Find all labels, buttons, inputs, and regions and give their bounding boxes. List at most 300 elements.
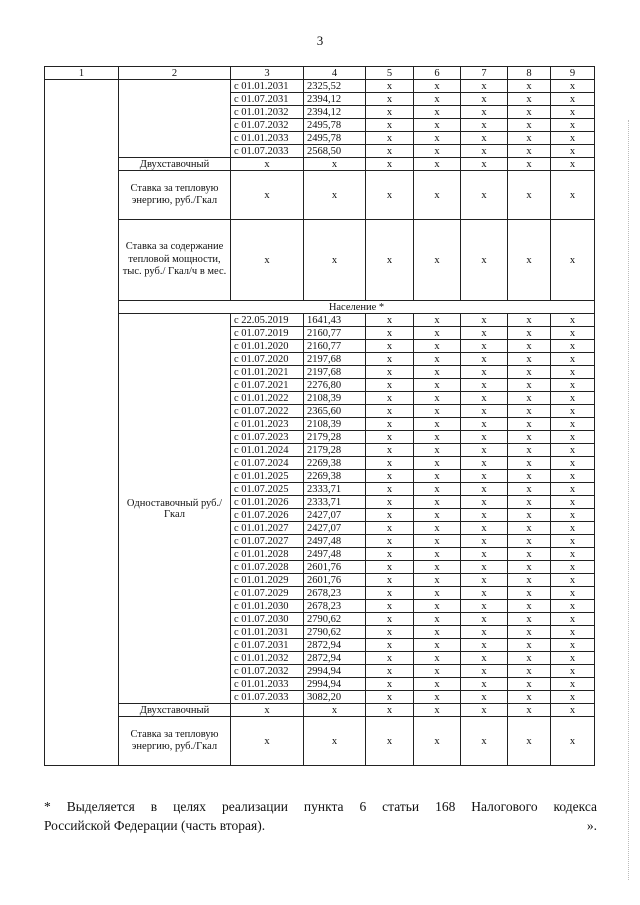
closing-quote: ». — [586, 818, 597, 833]
x-mark-cell: x — [508, 145, 551, 158]
x-mark-cell: x — [551, 392, 595, 405]
x-mark-cell: x — [366, 327, 414, 340]
value-cell: 2269,38 — [304, 470, 366, 483]
x-mark-cell: x — [366, 171, 414, 220]
date-cell: с 01.01.2021 — [231, 366, 304, 379]
x-mark-cell: x — [366, 691, 414, 704]
x-mark-cell: x — [231, 158, 304, 171]
heat-energy-rate-label: Ставка за тепловую энергию, руб./Гкал — [119, 171, 231, 220]
x-mark-cell: x — [461, 522, 508, 535]
x-mark-cell: x — [461, 405, 508, 418]
value-cell: 2497,48 — [304, 535, 366, 548]
date-cell: с 01.01.2026 — [231, 496, 304, 509]
column-header: 5 — [366, 67, 414, 80]
two-rate-label: Двухставочный — [119, 158, 231, 171]
date-cell: с 01.01.2031 — [231, 626, 304, 639]
x-mark-cell: x — [508, 483, 551, 496]
date-cell: с 01.07.2019 — [231, 327, 304, 340]
value-cell: 2427,07 — [304, 522, 366, 535]
value-cell: 2108,39 — [304, 392, 366, 405]
table-header-row — [45, 67, 595, 80]
x-mark-cell: x — [461, 483, 508, 496]
x-mark-cell: x — [414, 418, 461, 431]
x-mark-cell: x — [551, 600, 595, 613]
value-cell: 2179,28 — [304, 444, 366, 457]
x-mark-cell: x — [508, 665, 551, 678]
x-mark-cell: x — [304, 704, 366, 717]
date-cell: с 22.05.2019 — [231, 314, 304, 327]
x-mark-cell: x — [366, 717, 414, 766]
x-mark-cell: x — [366, 470, 414, 483]
x-mark-cell: x — [461, 600, 508, 613]
x-mark-cell: x — [551, 158, 595, 171]
x-mark-cell: x — [231, 717, 304, 766]
x-mark-cell: x — [414, 535, 461, 548]
date-cell: с 01.07.2030 — [231, 613, 304, 626]
date-cell: с 01.07.2027 — [231, 535, 304, 548]
x-mark-cell: x — [508, 457, 551, 470]
x-mark-cell: x — [461, 457, 508, 470]
x-mark-cell: x — [551, 639, 595, 652]
x-mark-cell: x — [414, 93, 461, 106]
x-mark-cell: x — [508, 509, 551, 522]
x-mark-cell: x — [366, 405, 414, 418]
x-mark-cell: x — [304, 220, 366, 301]
x-mark-cell: x — [366, 457, 414, 470]
value-cell: 2160,77 — [304, 327, 366, 340]
x-mark-cell: x — [508, 106, 551, 119]
x-mark-cell: x — [461, 613, 508, 626]
value-cell: 2872,94 — [304, 652, 366, 665]
x-mark-cell: x — [414, 678, 461, 691]
x-mark-cell: x — [366, 535, 414, 548]
value-cell: 2994,94 — [304, 665, 366, 678]
value-cell: 2179,28 — [304, 431, 366, 444]
x-mark-cell: x — [231, 704, 304, 717]
x-mark-cell: x — [551, 431, 595, 444]
x-mark-cell: x — [551, 366, 595, 379]
x-mark-cell: x — [508, 132, 551, 145]
x-mark-cell: x — [414, 613, 461, 626]
x-mark-cell: x — [461, 340, 508, 353]
x-mark-cell: x — [461, 158, 508, 171]
x-mark-cell: x — [461, 353, 508, 366]
x-mark-cell: x — [461, 496, 508, 509]
value-cell: 2497,48 — [304, 548, 366, 561]
x-mark-cell: x — [551, 314, 595, 327]
x-mark-cell: x — [461, 717, 508, 766]
date-cell: с 01.07.2031 — [231, 639, 304, 652]
x-mark-cell: x — [414, 639, 461, 652]
x-mark-cell: x — [461, 314, 508, 327]
x-mark-cell: x — [508, 561, 551, 574]
x-mark-cell: x — [461, 639, 508, 652]
value-cell: 2160,77 — [304, 340, 366, 353]
column-header: 8 — [508, 67, 551, 80]
value-cell: 2333,71 — [304, 496, 366, 509]
date-cell: с 01.01.2024 — [231, 444, 304, 457]
x-mark-cell: x — [551, 418, 595, 431]
x-mark-cell: x — [551, 691, 595, 704]
x-mark-cell: x — [508, 171, 551, 220]
x-mark-cell: x — [551, 548, 595, 561]
x-mark-cell: x — [414, 600, 461, 613]
date-cell: с 01.07.2023 — [231, 431, 304, 444]
x-mark-cell: x — [366, 522, 414, 535]
x-mark-cell: x — [508, 639, 551, 652]
x-mark-cell: x — [414, 470, 461, 483]
x-mark-cell: x — [414, 717, 461, 766]
x-mark-cell: x — [414, 444, 461, 457]
x-mark-cell: x — [551, 613, 595, 626]
x-mark-cell: x — [366, 509, 414, 522]
x-mark-cell: x — [551, 132, 595, 145]
x-mark-cell: x — [551, 470, 595, 483]
date-cell: с 01.07.2031 — [231, 93, 304, 106]
x-mark-cell: x — [508, 535, 551, 548]
x-mark-cell: x — [461, 366, 508, 379]
x-mark-cell: x — [551, 704, 595, 717]
x-mark-cell: x — [508, 93, 551, 106]
x-mark-cell: x — [551, 145, 595, 158]
date-cell: с 01.01.2033 — [231, 132, 304, 145]
x-mark-cell: x — [366, 626, 414, 639]
x-mark-cell: x — [551, 119, 595, 132]
heat-energy-rate-label: Ставка за тепловую энергию, руб./Гкал — [119, 717, 231, 766]
date-cell: с 01.07.2021 — [231, 379, 304, 392]
x-mark-cell: x — [508, 704, 551, 717]
x-mark-cell: x — [461, 652, 508, 665]
x-mark-cell: x — [551, 405, 595, 418]
x-mark-cell: x — [366, 145, 414, 158]
value-cell: 2994,94 — [304, 678, 366, 691]
x-mark-cell: x — [366, 220, 414, 301]
x-mark-cell: x — [461, 132, 508, 145]
x-mark-cell: x — [551, 665, 595, 678]
x-mark-cell: x — [551, 587, 595, 600]
x-mark-cell: x — [414, 80, 461, 93]
x-mark-cell: x — [508, 392, 551, 405]
date-cell: с 01.07.2025 — [231, 483, 304, 496]
date-cell: с 01.07.2032 — [231, 665, 304, 678]
x-mark-cell: x — [414, 106, 461, 119]
capacity-rate-row — [45, 220, 595, 301]
x-mark-cell: x — [414, 691, 461, 704]
date-cell: с 01.07.2033 — [231, 691, 304, 704]
x-mark-cell: x — [551, 80, 595, 93]
x-mark-cell: x — [366, 587, 414, 600]
x-mark-cell: x — [508, 600, 551, 613]
x-mark-cell: x — [508, 496, 551, 509]
footnote-line-1: * Выделяется в целях реализации пункта 6 статьи 168 Налогового кодекса — [44, 799, 597, 814]
x-mark-cell: x — [366, 574, 414, 587]
date-cell: с 01.07.2032 — [231, 119, 304, 132]
x-mark-cell: x — [304, 158, 366, 171]
value-cell: 2601,76 — [304, 574, 366, 587]
x-mark-cell: x — [366, 444, 414, 457]
x-mark-cell: x — [508, 418, 551, 431]
value-cell: 2790,62 — [304, 626, 366, 639]
x-mark-cell: x — [551, 496, 595, 509]
tariff-table — [44, 66, 595, 766]
date-cell: с 01.01.2020 — [231, 340, 304, 353]
date-cell: с 01.07.2028 — [231, 561, 304, 574]
x-mark-cell: x — [414, 548, 461, 561]
x-mark-cell: x — [414, 405, 461, 418]
date-cell: с 01.07.2024 — [231, 457, 304, 470]
x-mark-cell: x — [551, 522, 595, 535]
x-mark-cell: x — [551, 171, 595, 220]
x-mark-cell: x — [461, 548, 508, 561]
footnote-line-2: Российской Федерации (часть вторая). — [44, 818, 266, 833]
x-mark-cell: x — [366, 379, 414, 392]
x-mark-cell: x — [461, 431, 508, 444]
x-mark-cell: x — [414, 353, 461, 366]
margin-rule — [628, 120, 629, 880]
x-mark-cell: x — [461, 93, 508, 106]
x-mark-cell: x — [366, 80, 414, 93]
x-mark-cell: x — [414, 392, 461, 405]
value-cell: 2790,62 — [304, 613, 366, 626]
x-mark-cell: x — [461, 444, 508, 457]
x-mark-cell: x — [551, 717, 595, 766]
date-cell: с 01.07.2033 — [231, 145, 304, 158]
date-cell: с 01.01.2025 — [231, 470, 304, 483]
x-mark-cell: x — [551, 444, 595, 457]
x-mark-cell: x — [508, 80, 551, 93]
x-mark-cell: x — [414, 379, 461, 392]
page-number: 3 — [316, 33, 324, 48]
x-mark-cell: x — [551, 457, 595, 470]
x-mark-cell: x — [231, 220, 304, 301]
value-cell: 2276,80 — [304, 379, 366, 392]
x-mark-cell: x — [508, 158, 551, 171]
x-mark-cell: x — [551, 652, 595, 665]
column-1-cell — [45, 80, 119, 766]
x-mark-cell: x — [508, 574, 551, 587]
two-rate-label: Двухставочный — [119, 704, 231, 717]
x-mark-cell: x — [461, 665, 508, 678]
x-mark-cell: x — [461, 106, 508, 119]
value-cell: 2872,94 — [304, 639, 366, 652]
value-cell: 2427,07 — [304, 509, 366, 522]
x-mark-cell: x — [461, 119, 508, 132]
x-mark-cell: x — [231, 171, 304, 220]
x-mark-cell: x — [551, 535, 595, 548]
x-mark-cell: x — [461, 561, 508, 574]
x-mark-cell: x — [414, 522, 461, 535]
x-mark-cell: x — [366, 548, 414, 561]
x-mark-cell: x — [551, 379, 595, 392]
capacity-rate-label: Ставка за содержание тепловой мощности, тыс. руб./ Гкал/ч в мес. — [119, 220, 231, 301]
x-mark-cell: x — [366, 678, 414, 691]
x-mark-cell: x — [414, 145, 461, 158]
column-header: 9 — [551, 67, 595, 80]
x-mark-cell: x — [508, 522, 551, 535]
value-cell: 2568,50 — [304, 145, 366, 158]
x-mark-cell: x — [461, 379, 508, 392]
column-header: 3 — [231, 67, 304, 80]
x-mark-cell: x — [366, 392, 414, 405]
x-mark-cell: x — [551, 561, 595, 574]
date-cell: с 01.01.2033 — [231, 678, 304, 691]
date-cell: с 01.07.2026 — [231, 509, 304, 522]
x-mark-cell: x — [508, 431, 551, 444]
x-mark-cell: x — [461, 626, 508, 639]
x-mark-cell: x — [414, 665, 461, 678]
date-cell: с 01.07.2022 — [231, 405, 304, 418]
x-mark-cell: x — [461, 704, 508, 717]
x-mark-cell: x — [366, 639, 414, 652]
date-cell: с 01.01.2023 — [231, 418, 304, 431]
x-mark-cell: x — [461, 574, 508, 587]
value-cell: 2108,39 — [304, 418, 366, 431]
x-mark-cell: x — [508, 353, 551, 366]
x-mark-cell: x — [551, 220, 595, 301]
x-mark-cell: x — [508, 652, 551, 665]
x-mark-cell: x — [508, 119, 551, 132]
x-mark-cell: x — [551, 327, 595, 340]
value-cell: 1641,43 — [304, 314, 366, 327]
value-cell: 2394,12 — [304, 93, 366, 106]
date-cell: с 01.01.2027 — [231, 522, 304, 535]
x-mark-cell: x — [366, 418, 414, 431]
x-mark-cell: x — [551, 483, 595, 496]
value-cell: 2325,52 — [304, 80, 366, 93]
x-mark-cell: x — [414, 132, 461, 145]
column-header: 7 — [461, 67, 508, 80]
x-mark-cell: x — [508, 314, 551, 327]
x-mark-cell: x — [551, 93, 595, 106]
x-mark-cell: x — [366, 600, 414, 613]
x-mark-cell: x — [366, 704, 414, 717]
value-cell: 2495,78 — [304, 132, 366, 145]
date-cell: с 01.01.2028 — [231, 548, 304, 561]
value-cell: 3082,20 — [304, 691, 366, 704]
x-mark-cell: x — [508, 717, 551, 766]
column-header: 6 — [414, 67, 461, 80]
population-section-row — [45, 301, 595, 314]
x-mark-cell: x — [366, 496, 414, 509]
value-cell: 2365,60 — [304, 405, 366, 418]
x-mark-cell: x — [551, 509, 595, 522]
footnote — [44, 797, 597, 835]
value-cell: 2197,68 — [304, 353, 366, 366]
x-mark-cell: x — [508, 587, 551, 600]
x-mark-cell: x — [366, 93, 414, 106]
x-mark-cell: x — [366, 132, 414, 145]
x-mark-cell: x — [461, 80, 508, 93]
x-mark-cell: x — [414, 431, 461, 444]
x-mark-cell: x — [414, 509, 461, 522]
x-mark-cell: x — [508, 613, 551, 626]
x-mark-cell: x — [414, 652, 461, 665]
x-mark-cell: x — [414, 314, 461, 327]
x-mark-cell: x — [304, 171, 366, 220]
x-mark-cell: x — [551, 340, 595, 353]
table-row — [45, 314, 595, 327]
date-cell: с 01.01.2029 — [231, 574, 304, 587]
x-mark-cell: x — [414, 587, 461, 600]
x-mark-cell: x — [508, 626, 551, 639]
x-mark-cell: x — [366, 613, 414, 626]
x-mark-cell: x — [508, 366, 551, 379]
x-mark-cell: x — [304, 717, 366, 766]
x-mark-cell: x — [414, 340, 461, 353]
x-mark-cell: x — [366, 483, 414, 496]
x-mark-cell: x — [461, 392, 508, 405]
one-rate-label: Одноставочный руб./Гкал — [119, 314, 231, 704]
two-rate-row — [45, 704, 595, 717]
x-mark-cell: x — [414, 704, 461, 717]
column-header: 1 — [45, 67, 119, 80]
x-mark-cell: x — [414, 119, 461, 132]
value-cell: 2333,71 — [304, 483, 366, 496]
date-cell: с 01.07.2029 — [231, 587, 304, 600]
x-mark-cell: x — [551, 106, 595, 119]
x-mark-cell: x — [508, 678, 551, 691]
x-mark-cell: x — [414, 496, 461, 509]
column-header: 4 — [304, 67, 366, 80]
x-mark-cell: x — [508, 470, 551, 483]
x-mark-cell: x — [461, 509, 508, 522]
x-mark-cell: x — [508, 340, 551, 353]
value-cell: 2678,23 — [304, 600, 366, 613]
date-cell: с 01.01.2032 — [231, 106, 304, 119]
x-mark-cell: x — [366, 353, 414, 366]
x-mark-cell: x — [551, 678, 595, 691]
x-mark-cell: x — [414, 327, 461, 340]
x-mark-cell: x — [508, 405, 551, 418]
x-mark-cell: x — [366, 106, 414, 119]
x-mark-cell: x — [414, 574, 461, 587]
date-cell: с 01.01.2022 — [231, 392, 304, 405]
x-mark-cell: x — [366, 119, 414, 132]
x-mark-cell: x — [414, 626, 461, 639]
x-mark-cell: x — [461, 327, 508, 340]
two-rate-row — [45, 158, 595, 171]
x-mark-cell: x — [461, 470, 508, 483]
x-mark-cell: x — [461, 145, 508, 158]
x-mark-cell: x — [461, 587, 508, 600]
x-mark-cell: x — [366, 431, 414, 444]
x-mark-cell: x — [414, 561, 461, 574]
x-mark-cell: x — [508, 548, 551, 561]
x-mark-cell: x — [366, 665, 414, 678]
x-mark-cell: x — [461, 678, 508, 691]
x-mark-cell: x — [366, 652, 414, 665]
value-cell: 2269,38 — [304, 457, 366, 470]
x-mark-cell: x — [366, 314, 414, 327]
date-cell: с 01.01.2032 — [231, 652, 304, 665]
x-mark-cell: x — [461, 418, 508, 431]
x-mark-cell: x — [366, 561, 414, 574]
date-cell: с 01.07.2020 — [231, 353, 304, 366]
x-mark-cell: x — [414, 366, 461, 379]
x-mark-cell: x — [551, 353, 595, 366]
value-cell: 2678,23 — [304, 587, 366, 600]
heat-energy-rate-row — [45, 171, 595, 220]
value-cell: 2601,76 — [304, 561, 366, 574]
table-row — [45, 80, 595, 93]
column-2-cell — [119, 80, 231, 158]
x-mark-cell: x — [461, 691, 508, 704]
x-mark-cell: x — [508, 327, 551, 340]
x-mark-cell: x — [414, 457, 461, 470]
value-cell: 2197,68 — [304, 366, 366, 379]
x-mark-cell: x — [551, 574, 595, 587]
x-mark-cell: x — [414, 171, 461, 220]
